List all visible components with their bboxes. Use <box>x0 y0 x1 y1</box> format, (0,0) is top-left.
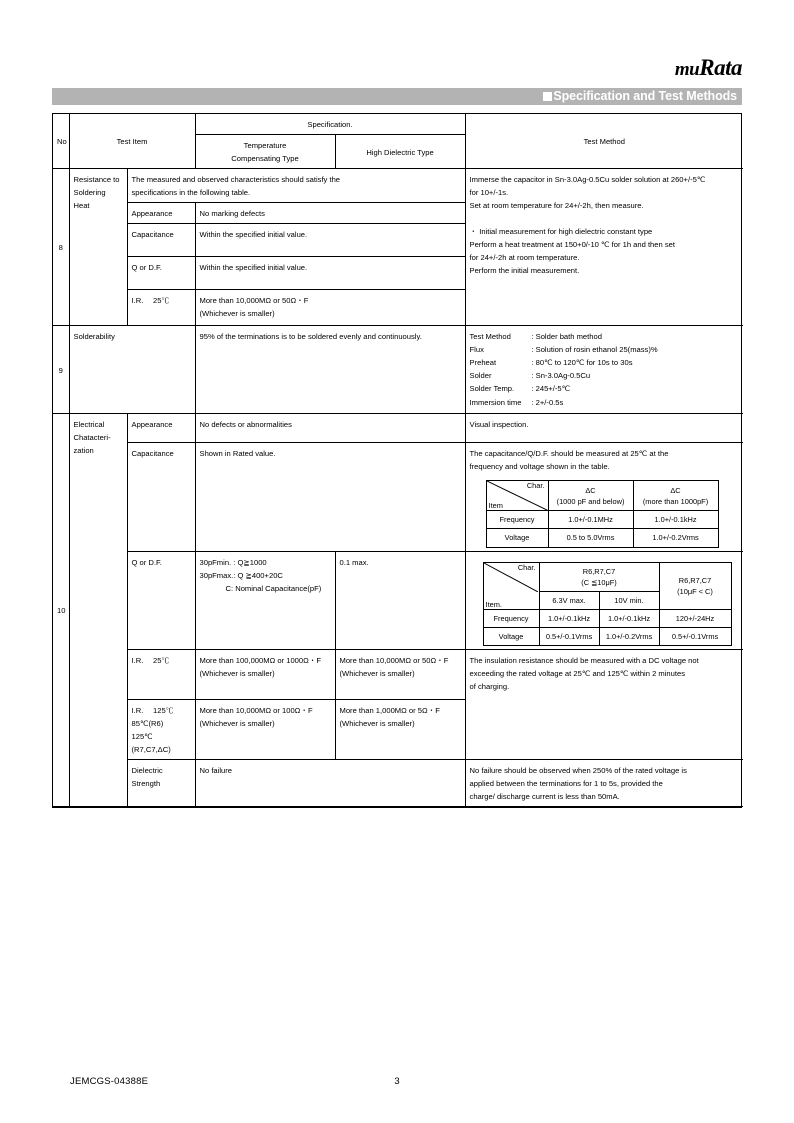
row10-dielectric-method <box>465 760 743 807</box>
row9-method-value: : Solder bath method <box>531 332 602 342</box>
row8-ir-value-line2: (Whichever is smaller) <box>199 309 275 319</box>
row9-method-item <box>470 396 658 409</box>
footer-document-id: JEMCGS-04388E <box>70 1076 149 1087</box>
nest2-cell: 1.0+/-0.1kHz <box>599 609 659 627</box>
row10-ir-method-line1: The insulation resistance should be measured with a DC voltage not <box>469 656 699 666</box>
row10-qdf-label: Q or D.F. <box>127 551 195 650</box>
row10-ir25-hd-line2: (Whichever is smaller) <box>339 669 415 679</box>
row8-item-line1: Resistance to <box>73 175 120 185</box>
banner-title: Specification and Test Methods <box>553 89 737 104</box>
row9-method-key: Preheat <box>469 358 497 368</box>
nest2-cell: 0.5+/-0.1Vrms <box>539 628 599 646</box>
nest2-data-row <box>483 628 731 646</box>
row8-qdf-label: Q or D.F. <box>127 257 195 290</box>
nest1-data-row <box>486 529 718 547</box>
row8-method-line4: ・ Initial measurement for high dielectric constant type <box>469 227 653 237</box>
row8-test-item <box>69 169 127 326</box>
row10-ir25-hd <box>335 650 465 700</box>
row10-ir-method <box>465 650 743 760</box>
row9-method-item <box>470 382 658 395</box>
row9-method-key: Flux <box>469 345 484 355</box>
row10-qdf-spec-line2: 30pFmax.: Q ≧400+20C <box>199 570 283 580</box>
row9-method-key: Solder <box>469 371 492 381</box>
row8-spec-line2: specifications in the following table. <box>131 188 251 198</box>
row10-dielectric-label <box>127 760 195 807</box>
nest2-item-label: Item. <box>485 599 502 609</box>
nest2-row-label: Frequency <box>483 609 539 627</box>
row10-dielectric-method-line2: applied between the terminations for 1 to 5s, provided the <box>469 779 663 789</box>
row10-capacitance-method-line2: frequency and voltage shown in the table. <box>469 462 610 472</box>
nest1-data-row <box>486 511 718 529</box>
row10-ir125-label-line3: 125℃(R7,C7,ΔC) <box>131 732 171 755</box>
row10-no: 10 <box>53 414 69 807</box>
nest2-group1-sub1: 6.3V max. <box>539 591 599 609</box>
row10-ir125-label <box>127 700 195 760</box>
row8-method-line2: for 10+/-1s. <box>469 188 509 198</box>
row10-ir125-label-line2: 85℃(R6) <box>131 719 164 729</box>
nest1-corner-cell <box>486 481 548 511</box>
nest1-col2-line1: ΔC <box>670 485 681 495</box>
row8-spec-line1: The measured and observed characteristics should satisfy the <box>131 175 341 185</box>
nest1-col1-line2: (1000 pF and below) <box>556 496 625 506</box>
section-banner <box>52 88 742 105</box>
nest2-corner-cell <box>483 562 539 609</box>
row10-ir-method-line2: exceeding the rated voltage at 25℃ and 125℃ within 2 minutes <box>469 669 685 679</box>
row10-capacitance-method-line1: The capacitance/Q/D.F. should be measured at 25℃ at the <box>469 449 669 459</box>
table-row-10-dielectric <box>53 760 743 807</box>
row9-method-list <box>470 330 658 408</box>
table-row-9 <box>53 326 743 414</box>
table-row-10-ir25 <box>53 650 743 700</box>
nest1-row-label: Voltage <box>486 529 548 547</box>
row8-method-line3: Set at room temperature for 24+/-2h, then measure. <box>469 201 644 211</box>
nest2-group1-header <box>539 562 659 591</box>
row9-test-method <box>465 326 743 414</box>
row10-capacitance-label: Capacitance <box>127 443 195 551</box>
nest2-group2-header <box>659 562 731 609</box>
row8-main-spec <box>127 169 465 203</box>
measurement-conditions-table-2 <box>483 562 732 647</box>
row9-method-item <box>470 330 658 343</box>
row9-method-value: : Sn-3.0Ag-0.5Cu <box>531 371 591 381</box>
row10-ir25-hd-line1: More than 10,000MΩ or 50Ω・F <box>339 656 449 666</box>
row9-no: 9 <box>53 326 69 414</box>
row8-method-line5: Perform a heat treatment at 150+0/-10 ℃ for 1h and then set <box>469 240 675 250</box>
row10-ir125-hd-line2: (Whichever is smaller) <box>339 719 415 729</box>
row10-ir25-label: I.R. 25℃ <box>127 650 195 700</box>
header-high-dielectric: High Dielectric Type <box>335 135 465 169</box>
row9-method-item <box>470 369 658 382</box>
square-bullet-icon <box>543 92 552 101</box>
table-row-10-capacitance <box>53 443 743 551</box>
row10-qdf-spec-line1: 30pFmin. : Q≧1000 <box>199 557 267 567</box>
row10-qdf-spec-line3: C: Nominal Capacitance(pF) <box>225 583 322 593</box>
row8-appearance-value: No marking defects <box>195 203 465 224</box>
nest1-item-label: Item <box>488 500 503 510</box>
row9-method-key: Test Method <box>469 332 511 342</box>
row9-method-value: : 80℃ to 120℃ for 10s to 30s <box>531 358 633 368</box>
header-tc-line1: Temperature <box>243 141 287 151</box>
nest2-group1-sub2: 10V min. <box>599 591 659 609</box>
row10-item-line3: zation <box>73 446 94 456</box>
nest1-col1-header <box>548 481 633 511</box>
row10-ir125-tc-line1: More than 10,000MΩ or 100Ω・F <box>199 706 313 716</box>
row10-qdf-method <box>465 551 743 650</box>
nest2-row-label: Voltage <box>483 628 539 646</box>
banner-title-wrap <box>543 90 737 103</box>
header-tc-line2: Compensating Type <box>231 154 299 164</box>
row8-ir-value-line1: More than 10,000MΩ or 50Ω・F <box>199 296 309 306</box>
nest2-cell: 0.5+/-0.1Vrms <box>659 628 731 646</box>
header-specification: Specification. <box>195 114 465 135</box>
nest1-char-label: Char. <box>526 481 545 491</box>
row10-ir125-hd <box>335 700 465 760</box>
row8-appearance-label: Appearance <box>127 203 195 224</box>
table-row-10-qdf <box>53 551 743 650</box>
table-row-8 <box>53 169 743 203</box>
logo-rata-text: Rata <box>699 55 742 80</box>
nest2-group2-line2: (10μF < C) <box>677 586 713 596</box>
row9-test-item: Solderability <box>69 326 195 414</box>
row9-method-value: : 245+/-5℃ <box>531 384 571 394</box>
row10-dielectric-method-line3: charge/ discharge current is less than 50mA. <box>469 792 620 802</box>
row10-ir25-tc-line2: (Whichever is smaller) <box>199 669 275 679</box>
murata-logo <box>675 56 742 79</box>
table-header-row-1 <box>53 114 743 135</box>
row10-ir125-tc-line2: (Whichever is smaller) <box>199 719 275 729</box>
nest1-cell: 1.0+/-0.1kHz <box>633 511 718 529</box>
row9-spec: 95% of the terminations is to be soldered evenly and continuously. <box>195 326 465 414</box>
row8-capacitance-value: Within the specified initial value. <box>195 224 465 257</box>
row10-item-line1: Electrical <box>73 420 105 430</box>
row8-method-line6: for 24+/-2h at room temperature. <box>469 253 580 263</box>
row8-test-method <box>465 169 743 326</box>
row10-dielectric-spec: No failure <box>195 760 465 807</box>
row9-method-key: Immersion time <box>469 397 522 407</box>
nest2-header-row-1 <box>483 562 731 591</box>
row10-appearance-spec: No defects or abnormalities <box>195 414 465 443</box>
nest2-cell: 1.0+/-0.1kHz <box>539 609 599 627</box>
specification-table <box>53 114 743 807</box>
nest2-group1-line2: (C ≦10μF) <box>581 577 617 587</box>
row10-capacitance-method <box>465 443 743 551</box>
row10-test-item <box>69 414 127 807</box>
row9-method-item <box>470 343 658 356</box>
row10-qdf-hd-spec: 0.1 max. <box>335 551 465 650</box>
row8-item-line2: Soldering Heat <box>73 188 106 211</box>
table-row-10-appearance <box>53 414 743 443</box>
row9-method-key: Solder Temp. <box>469 384 515 394</box>
nest2-cell: 1.0+/-0.2Vrms <box>599 628 659 646</box>
row9-method-value: : 2+/-0.5s <box>531 397 564 407</box>
row10-ir25-tc <box>195 650 335 700</box>
header-test-method: Test Method <box>465 114 743 169</box>
row10-ir125-tc <box>195 700 335 760</box>
nest1-col2-line2: (more than 1000pF) <box>642 496 709 506</box>
nest2-group1-line1: R6,R7,C7 <box>582 566 616 576</box>
nest2-group2-line1: R6,R7,C7 <box>678 575 712 585</box>
row10-qdf-tc-spec <box>195 551 335 650</box>
row10-capacitance-spec: Shown in Rated value. <box>195 443 465 551</box>
header-test-item: Test Item <box>69 114 195 169</box>
logo-mu-text: mu <box>674 59 700 80</box>
row10-appearance-label: Appearance <box>127 414 195 443</box>
row8-capacitance-label: Capacitance <box>127 224 195 257</box>
row8-method-line7: Perform the initial measurement. <box>469 266 580 276</box>
row9-method-value: : Solution of rosin ethanol 25(mass)% <box>531 345 658 355</box>
nest1-header-row <box>486 481 718 511</box>
row10-dielectric-label-line2: Strength <box>131 779 161 789</box>
row10-ir125-label-line1: I.R. 125℃ <box>131 706 174 716</box>
row10-ir-method-line3: of charging. <box>469 682 510 692</box>
nest2-data-row <box>483 609 731 627</box>
row10-appearance-method: Visual inspection. <box>465 414 743 443</box>
nest1-cell: 0.5 to 5.0Vrms <box>548 529 633 547</box>
row8-no: 8 <box>53 169 69 326</box>
row10-ir125-hd-line1: More than 1,000MΩ or 5Ω・F <box>339 706 440 716</box>
row8-method-line1: Immerse the capacitor in Sn-3.0Ag-0.5Cu solder solution at 260+/-5℃ <box>469 175 706 185</box>
measurement-conditions-table-1 <box>486 480 719 547</box>
specification-table-wrapper <box>52 113 742 808</box>
footer-page-number: 3 <box>394 1076 400 1087</box>
row8-qdf-value: Within the specified initial value. <box>195 257 465 290</box>
row10-item-line2: Chatacteri- <box>73 433 111 443</box>
header-temperature-compensating <box>195 135 335 169</box>
nest1-col1-line1: ΔC <box>585 485 596 495</box>
nest1-cell: 1.0+/-0.2Vrms <box>633 529 718 547</box>
header-no: No <box>53 114 69 169</box>
row10-dielectric-method-line1: No failure should be observed when 250% of the rated voltage is <box>469 766 687 776</box>
row10-ir25-tc-line1: More than 100,000MΩ or 1000Ω・F <box>199 656 322 666</box>
row8-ir-value <box>195 290 465 326</box>
nest1-col2-header <box>633 481 718 511</box>
row10-dielectric-label-line1: Dielectric <box>131 766 163 776</box>
nest2-char-label: Char. <box>517 562 536 572</box>
nest1-cell: 1.0+/-0.1MHz <box>548 511 633 529</box>
row9-method-item <box>470 356 658 369</box>
nest2-cell: 120+/-24Hz <box>659 609 731 627</box>
nest1-row-label: Frequency <box>486 511 548 529</box>
row8-ir-label: I.R. 25℃ <box>127 290 195 326</box>
